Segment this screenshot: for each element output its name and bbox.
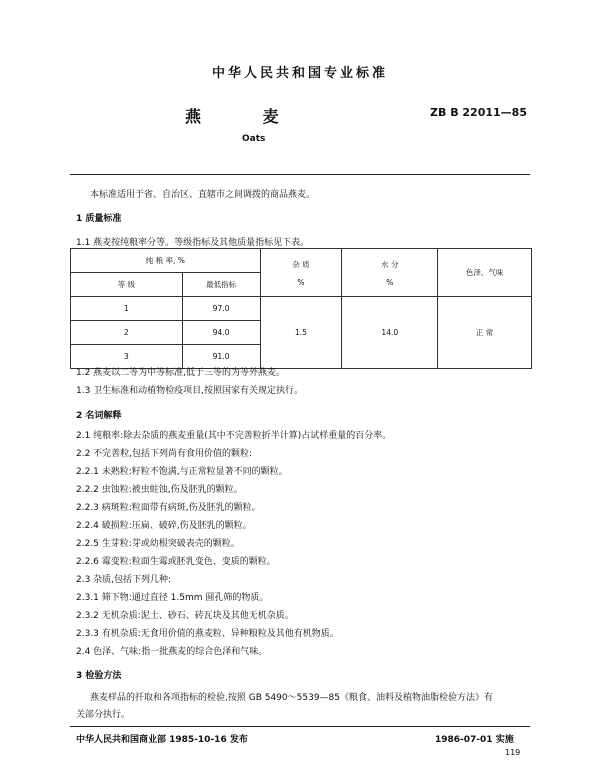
min-cell: 91.0 xyxy=(182,345,260,369)
impurity-unit: % xyxy=(297,277,305,287)
moisture-header: 水 分 xyxy=(381,259,399,269)
moisture-header-cell xyxy=(342,249,438,297)
clause-1-3: 1.3 卫生标准和动植物检疫项目,按照国家有关规定执行。 xyxy=(76,386,304,396)
grade-cell: 3 xyxy=(71,345,183,369)
clause-2-3-1: 2.3.1 筛下物:通过直径 1.5mm 圆孔筛的物质。 xyxy=(76,593,269,603)
ministry-standard-header: 中华人民共和国专业标准 xyxy=(211,66,388,81)
min-index-header: 最低指标 xyxy=(182,273,260,297)
english-subtitle: Oats xyxy=(242,134,266,144)
clause-2-2-2: 2.2.2 虫蚀粒:被虫蛀蚀,伤及胚乳的颗粒。 xyxy=(76,485,243,495)
min-cell: 97.0 xyxy=(182,297,260,321)
clause-2-3: 2.3 杂质,包括下列几种: xyxy=(76,575,172,585)
clause-2-4: 2.4 色泽、气味:指一批燕麦的综合色泽和气味。 xyxy=(76,647,268,657)
section-3-heading: 3 检验方法 xyxy=(76,671,122,681)
grade-cell: 2 xyxy=(71,321,183,345)
effective-date: 1986-07-01 实施 xyxy=(435,735,514,745)
clause-2-3-3: 2.3.3 有机杂质:无食用价值的燕麦粒、异种粮粒及其他有机物质。 xyxy=(76,629,339,639)
quality-table xyxy=(70,248,532,369)
color-odor-value: 正 常 xyxy=(438,297,532,369)
grade-cell: 1 xyxy=(71,297,183,321)
clause-2-2-5: 2.2.5 生芽粒:芽或幼根突破表壳的颗粒。 xyxy=(76,539,240,549)
impurity-header: 杂 质 xyxy=(292,259,310,269)
moisture-unit: % xyxy=(386,277,394,287)
impurity-value: 1.5 xyxy=(260,297,342,369)
scope-paragraph: 本标准适用于省、自治区、直辖市之间调拨的商品燕麦。 xyxy=(90,190,316,200)
section-2-heading: 2 名词解释 xyxy=(76,411,122,421)
clause-1-2: 1.2 燕麦以二等为中等标准,低于三等的为等外燕麦。 xyxy=(76,368,286,378)
footer-divider xyxy=(70,726,530,727)
moisture-value: 14.0 xyxy=(342,297,438,369)
section-3-text-line-2: 关部分执行。 xyxy=(76,710,131,720)
purity-header: 纯 粮 率, % xyxy=(71,249,261,273)
color-odor-header: 色泽、气味 xyxy=(438,249,532,297)
table-row xyxy=(71,297,532,321)
document-title: 燕 麦 xyxy=(185,107,307,126)
issue-date: 中华人民共和国商业部 1985-10-16 发布 xyxy=(76,735,248,745)
clause-2-1: 2.1 纯粮率:除去杂质的燕麦重量(其中不完善粒折半计算)占试样重量的百分率。 xyxy=(76,431,392,441)
section-1-heading: 1 质量标准 xyxy=(76,214,122,224)
impurity-header-cell xyxy=(260,249,342,297)
grade-header: 等 级 xyxy=(71,273,183,297)
clause-1-1: 1.1 燕麦按纯粮率分等。等级指标及其他质量指标见下表。 xyxy=(76,238,310,248)
clause-2-3-2: 2.3.2 无机杂质:泥土、砂石、砖瓦块及其他无机杂质。 xyxy=(76,611,294,621)
section-3-text-line-1: 燕麦样品的扦取和各项指标的检验,按照 GB 5490～5539—85《粮食、油料及植物油脂检验方法》有 xyxy=(90,693,493,703)
standard-code: ZB B 22011—85 xyxy=(430,106,527,119)
clause-2-2-3: 2.2.3 病斑粒:粒面带有病斑,伤及胚乳的颗粒。 xyxy=(76,503,261,513)
clause-2-2: 2.2 不完善粒,包括下列尚有食用价值的颗粒: xyxy=(76,449,253,459)
page-number: 119 xyxy=(505,748,521,757)
clause-2-2-1: 2.2.1 未熟粒:籽粒不饱满,与正常粒显著不同的颗粒。 xyxy=(76,467,288,477)
min-cell: 94.0 xyxy=(182,321,260,345)
header-divider xyxy=(70,174,530,175)
clause-2-2-4: 2.2.4 破损粒:压扁、破碎,伤及胚乳的颗粒。 xyxy=(76,521,252,531)
clause-2-2-6: 2.2.6 霉变粒:粒面生霉或胚乳变色、变质的颗粒。 xyxy=(76,557,276,567)
